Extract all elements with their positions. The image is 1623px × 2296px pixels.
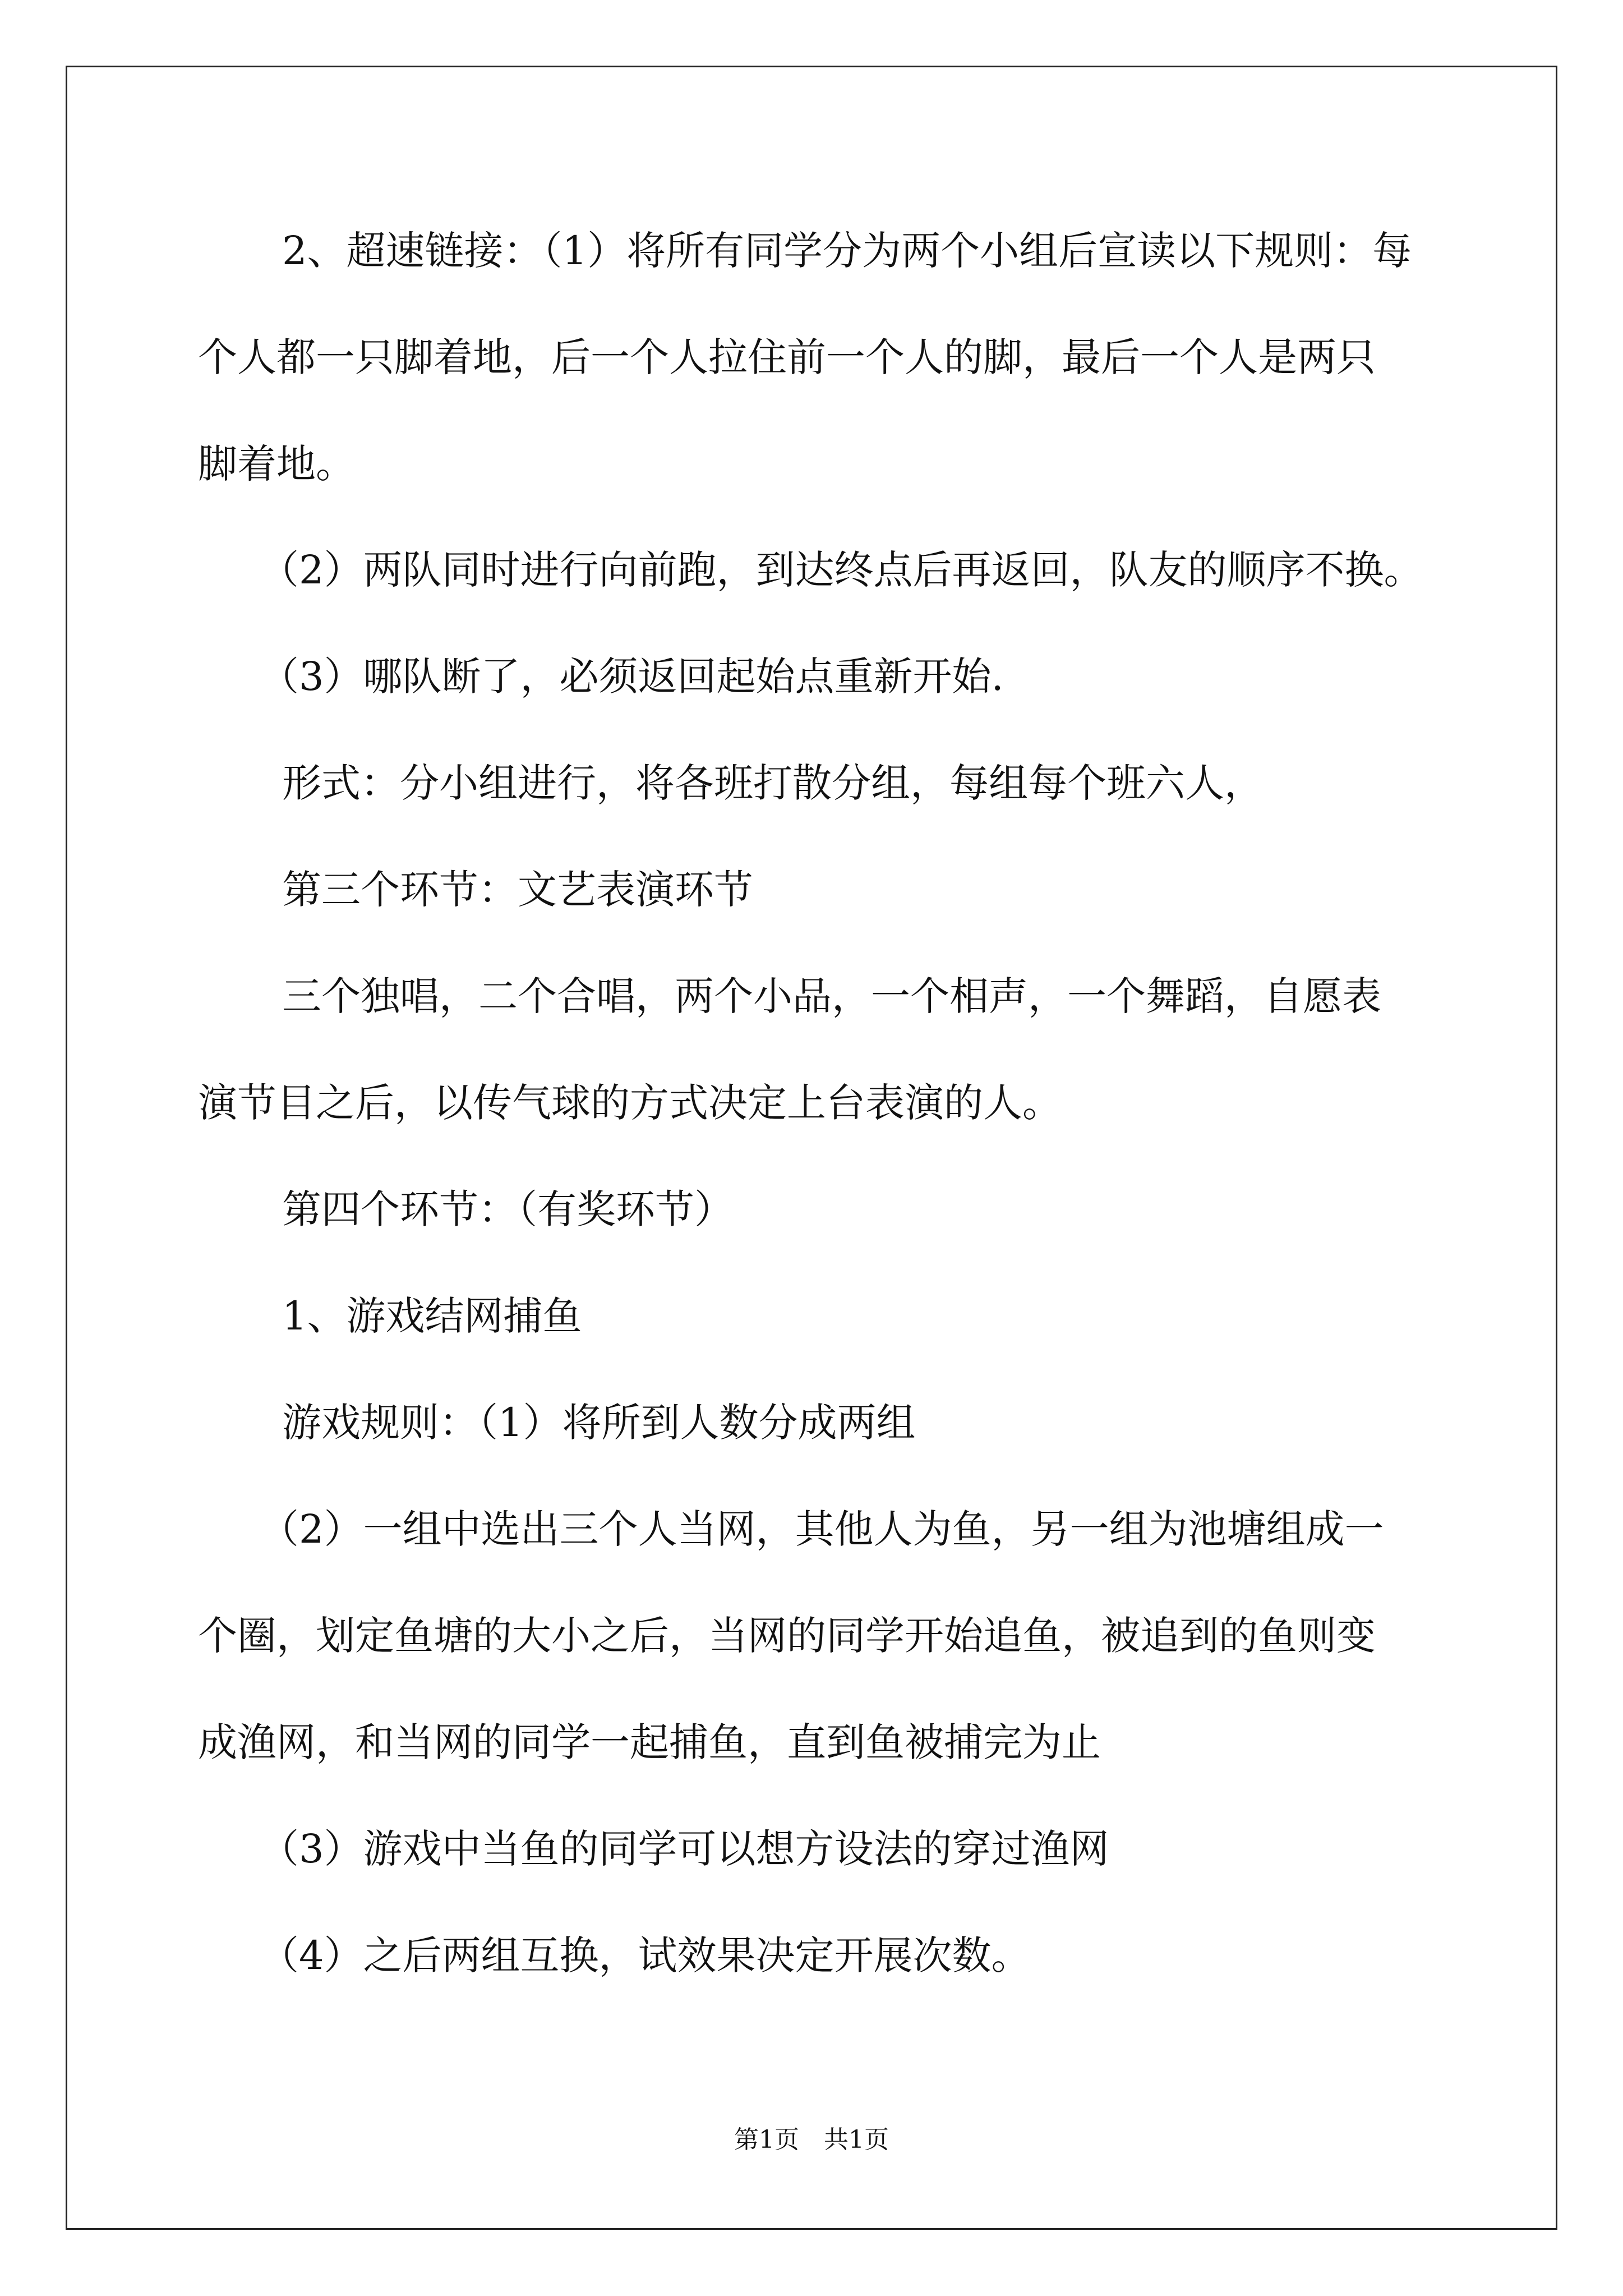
paragraph-line: （3）哪队断了，必须返回起始点重新开始. — [260, 654, 1004, 700]
paragraph-12 — [198, 1902, 1432, 2009]
section-heading-3 — [198, 836, 1432, 943]
paragraph-11 — [198, 1796, 1432, 1902]
paragraph-line: 三个独唱，二个合唱，两个小品，一个相声，一个舞蹈，自愿表 — [282, 973, 1381, 1019]
item-heading-1 — [198, 1263, 1432, 1369]
paragraph-6 — [198, 943, 1432, 1156]
paragraph-4 — [198, 730, 1432, 836]
paragraph-line: 个人都一只脚着地，后一个人拉住前一个人的脚，最后一个人是两只 — [198, 334, 1376, 380]
paragraph-line: 成渔网，和当网的同学一起捕鱼，直到鱼被捕完为止 — [198, 1719, 1101, 1765]
paragraph-line: （2）两队同时进行向前跑，到达终点后再返回，队友的顺序不换。 — [260, 547, 1423, 593]
section-heading-4 — [198, 1156, 1432, 1263]
paragraph-line: 个圈，划定鱼塘的大小之后，当网的同学开始追鱼，被追到的鱼则变 — [198, 1613, 1376, 1659]
paragraph-1 — [198, 197, 1432, 517]
paragraph-line: 形式：分小组进行，将各班打散分组，每组每个班六人， — [282, 760, 1264, 806]
paragraph-line: 脚着地。 — [198, 441, 355, 487]
paragraph-2 — [198, 517, 1432, 623]
paragraph-line: 第三个环节：文艺表演环节 — [282, 867, 753, 913]
paragraph-line: 演节目之后，以传气球的方式决定上台表演的人。 — [198, 1080, 1062, 1126]
paragraph-line: （4）之后两组互换，试效果决定开展次数。 — [260, 1932, 1031, 1978]
paragraph-line: 第四个环节：（有奖环节） — [282, 1186, 734, 1232]
page-footer: 第1页 共1页 — [734, 2125, 889, 2154]
paragraph-10 — [198, 1476, 1432, 1796]
paragraph-line: （3）游戏中当鱼的同学可以想方设法的穿过渔网 — [260, 1826, 1109, 1872]
paragraph-line: 游戏规则：（1）将所到人数分成两组 — [282, 1400, 916, 1446]
paragraph-line: 2、超速链接：（1）将所有同学分为两个小组后宣读以下规则：每 — [282, 228, 1412, 274]
paragraph-line: （2）一组中选出三个人当网，其他人为鱼，另一组为池塘组成一 — [260, 1506, 1384, 1552]
paragraph-line: 1、游戏结网捕鱼 — [282, 1293, 582, 1339]
paragraph-9 — [198, 1369, 1432, 1476]
paragraph-3 — [198, 623, 1432, 730]
